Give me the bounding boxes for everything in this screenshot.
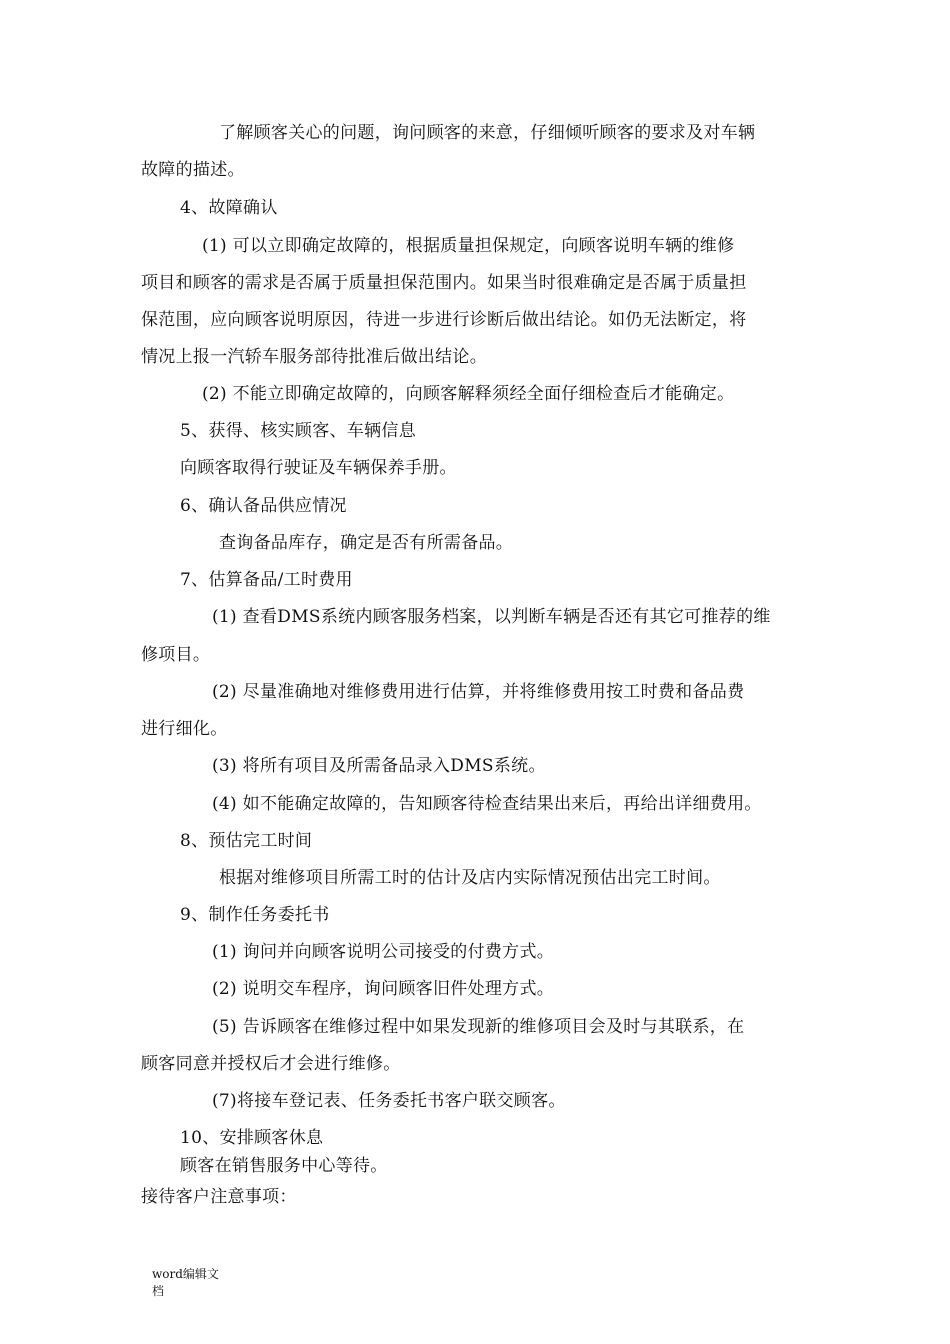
section-heading: 6、确认备品供应情况 (180, 496, 347, 516)
section-heading: 8、预估完工时间 (180, 831, 313, 851)
list-item: (1) 询问并向顾客说明公司接受的付费方式。 (212, 942, 555, 962)
list-item: (2) 说明交车程序，询问顾客旧件处理方式。 (212, 979, 555, 999)
section-heading: 4、故障确认 (180, 198, 278, 218)
paragraph-line: 修项目。 (141, 645, 211, 665)
paragraph-line: 故障的描述。 (141, 160, 245, 180)
paragraph-line: 查询备品库存，确定是否有所需备品。 (219, 533, 514, 553)
paragraph-line: 了解顾客关心的问题，询问顾客的来意，仔细倾听顾客的要求及对车辆 (219, 123, 756, 143)
list-item: (2) 尽量准确地对维修费用进行估算，并将维修费用按工时费和备品费 (212, 682, 745, 702)
paragraph-line: 根据对维修项目所需工时的估计及店内实际情况预估出完工时间。 (219, 868, 721, 888)
paragraph-line: 接待客户注意事项： (141, 1187, 297, 1207)
list-item: (3) 将所有项目及所需备品录入DMS系统。 (212, 756, 546, 776)
paragraph-line: 顾客在销售服务中心等待。 (180, 1156, 388, 1176)
paragraph-line: 顾客同意并授权后才会进行维修。 (141, 1054, 401, 1074)
paragraph-line: 进行细化。 (141, 719, 228, 739)
section-heading: 9、制作任务委托书 (180, 905, 330, 925)
list-item: (1) 查看DMS系统内顾客服务档案，以判断车辆是否还有其它可推荐的维 (212, 607, 771, 627)
paragraph-line: 项目和顾客的需求是否属于质量担保范围内。如果当时很难确定是否属于质量担 (141, 273, 747, 293)
list-item: (4) 如不能确定故障的，告知顾客待检查结果出来后，再给出详细费用。 (212, 794, 762, 814)
section-heading: 10、安排顾客休息 (180, 1128, 324, 1148)
section-heading: 5、获得、核实顾客、车辆信息 (180, 421, 417, 441)
footer-watermark: word编辑文 (152, 1267, 219, 1281)
list-item: (1) 可以立即确定故障的，根据质量担保规定，向顾客说明车辆的维修 (202, 236, 735, 256)
list-item: (5) 告诉顾客在维修过程中如果发现新的维修项目会及时与其联系，在 (212, 1017, 745, 1037)
list-item: (7)将接车登记表、任务委托书客户联交顾客。 (212, 1091, 566, 1111)
list-item: (2) 不能立即确定故障的，向顾客解释须经全面仔细检查后才能确定。 (202, 384, 735, 404)
paragraph-line: 向顾客取得行驶证及车辆保养手册。 (180, 458, 457, 478)
paragraph-line: 保范围，应向顾客说明原因，待进一步进行诊断后做出结论。如仍无法断定，将 (141, 310, 747, 330)
section-heading: 7、估算备品/工时费用 (180, 570, 353, 590)
footer-watermark: 档 (152, 1284, 165, 1298)
paragraph-line: 情况上报一汽轿车服务部待批准后做出结论。 (141, 347, 487, 367)
